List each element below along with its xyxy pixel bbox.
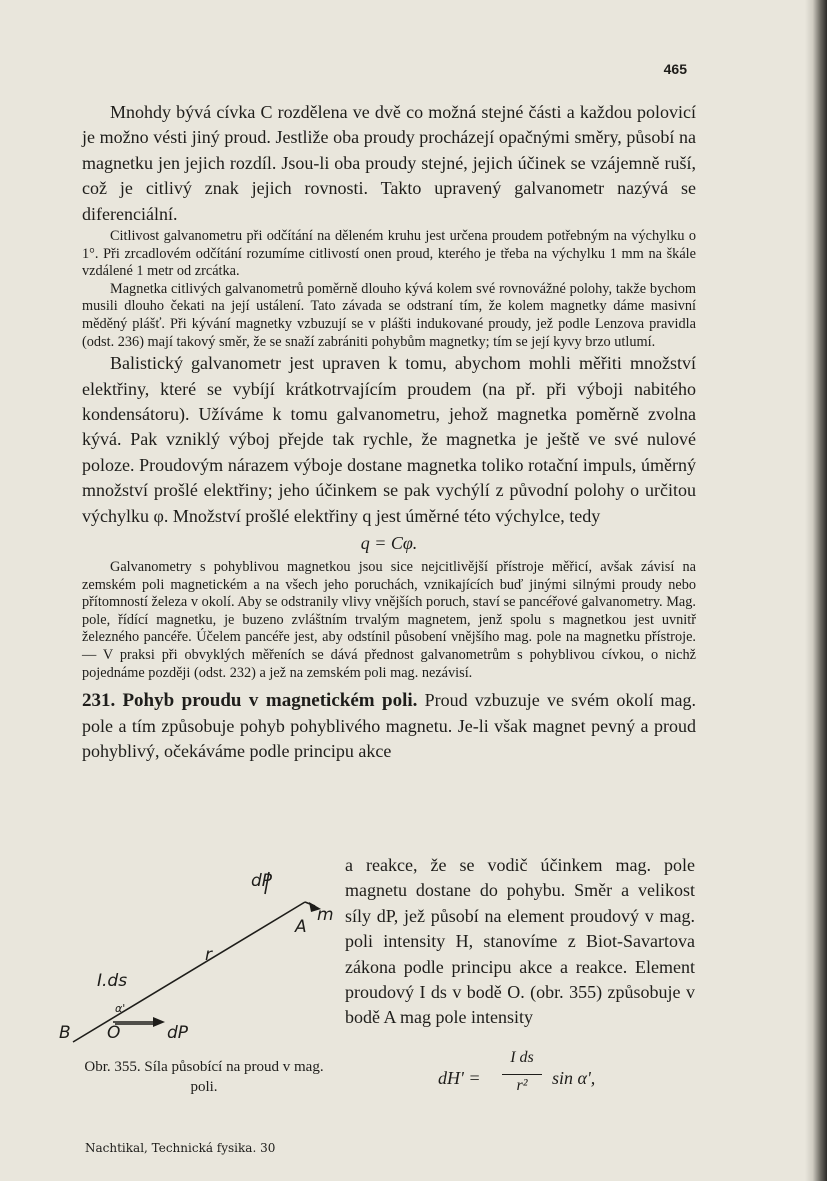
paragraph-differential: Mnohdy bývá cívka C rozdělena ve dvě co možná stejné části a každou polovicí je možno vésti jiný proud. Jestliže oba proudy procházejí opačnými směry, působí na magnetku jen jejich rozdíl. Jsou-li oba proudy stejné, jejich účinek se vzájemně ruší, což je citlivý znak jejich rovnosti. Takto upravený galvanometr nazývá se diferenciální.	[82, 102, 696, 224]
label-dP-top: dP	[251, 871, 273, 891]
equation-numerator: I ds	[510, 1049, 534, 1066]
section-intro-text: Proud vzbuzuje ve svém okolí mag. pole a tím způsobuje pohyb pohyblivého magnetu. Je-li však magnet pevný a proud pohyblivý, očekáváme podle principu akce	[82, 690, 697, 761]
paragraph-ballistic: Balistický galvanometr jest upraven k tomu, abychom mohli měřiti množství elektřiny, které se vybíjí krátkotrvajícím proudem (na př. při výboji nabitého kondensátoru). Užíváme k tomu galvanometru, jehož magnetka poměrně zvolna kývá. Pak vzniklý výboj přejde tak rychle, že magnetka je ještě ve své nulové poloze. Proudovým nárazem výboje dostane magnetka toliko rotační impuls, úměrný množství prošlé elektřiny; jeho účinkem se pak vychýlí z původní polohy o určitou výchylku φ. Množství prošlé elektřiny q jest úměrné této výchylce, tedy	[82, 353, 696, 526]
label-I-ds: I.ds	[97, 971, 128, 991]
formula-q-equals-c-phi: q = Cφ.	[360, 533, 418, 554]
section-number: 231.	[82, 690, 116, 712]
paragraph-armored-galvanometers: Galvanometry s pohyblivou magnetkou jsou sice nejcitlivější přístroje měřicí, avšak závisí na zemském poli magnetickém a na všech jeho poruchách, vznikajících buď jinými silnými proudy nebo přítomností železa v okolí. Aby se odstranily vlivy vnějších poruch, staví se pancéřové galvanometry. Mag. pole, řídící magnetku, je buzeno zvláštním trvalým magnetem, jenž spolu s magnetkou jest uvnitř železného pancéře. Účelem pancéře jest, aby odstínil působení vnějšího mag. pole na magnetku přístroje. — V praksi při obvyklých měřeních se dává přednost galvanometrům s pohyblivou cívkou, o nichž pojednáme později (odst. 232) a jež na zemském poli mag. nezávisí.	[82, 559, 696, 681]
paragraph-sensitivity: Citlivost galvanometru při odčítání na děleném kruhu jest určena proudem potřebným na výchylku o 1°. Při zrcadlovém odčítání rozumíme citlivostí onen proud, kterého je třeba na výchylku 1 mm na škále vzdálené 1 metr od zrcátka.	[82, 228, 696, 280]
label-A: A	[295, 917, 307, 937]
page-number: 465	[663, 61, 687, 77]
fraction-bar	[502, 1074, 542, 1075]
label-O: O	[107, 1023, 121, 1043]
equation-denominator: r²	[516, 1077, 528, 1094]
footer-book-title: Nachtikal, Technická fysika. 30	[85, 1141, 276, 1155]
book-spine-shadow	[805, 0, 827, 1181]
section-231-intro	[82, 688, 696, 764]
figure-caption: Obr. 355. Síla působící na proud v mag. poli.	[84, 1059, 324, 1095]
equation-rhs: sin α',	[552, 1068, 596, 1088]
figure-355-diagram	[55, 862, 345, 1052]
right-column-text: a reakce, že se vodič účinkem mag. pole magnetu dostane do pohybu. Směr a velikost síly dP, jež působí na element proudový v mag. poli intensity H, stanovíme z Biot-Savartova zákona podle principu akce a reakce. Element proudový I ds v bodě O. (obr. 355) způsobuje v bodě A mag pole intensity	[345, 855, 695, 1028]
arrowhead-dP	[153, 1017, 165, 1027]
section-title: Pohyb proudu v magnetickém poli.	[122, 690, 418, 712]
equation-lhs: dH' =	[438, 1068, 481, 1088]
paragraph-damping: Magnetka citlivých galvanometrů poměrně dlouho kývá kolem své rovnovážné polohy, takže bychom musili dlouho čekati na její ustálení. Tato závada se odstraní tím, že kolem magnetky dáme masivní měděný plášť. Při kývání magnetky vzbuzují se v plášti indukované proudy, jež podle Lenzova pravidla (odst. 236) mají takový směr, že se snaží zabrániti pohybům magnetky; tím se její kyvy brzo utlumí.	[82, 280, 696, 350]
label-B: B	[59, 1023, 71, 1043]
label-r: r	[205, 945, 212, 965]
label-m: m	[317, 905, 334, 925]
text-body	[82, 100, 696, 764]
label-alpha: α'	[115, 1002, 126, 1015]
label-dP-bottom: dP	[167, 1023, 189, 1043]
equation-dH	[438, 1049, 718, 1101]
